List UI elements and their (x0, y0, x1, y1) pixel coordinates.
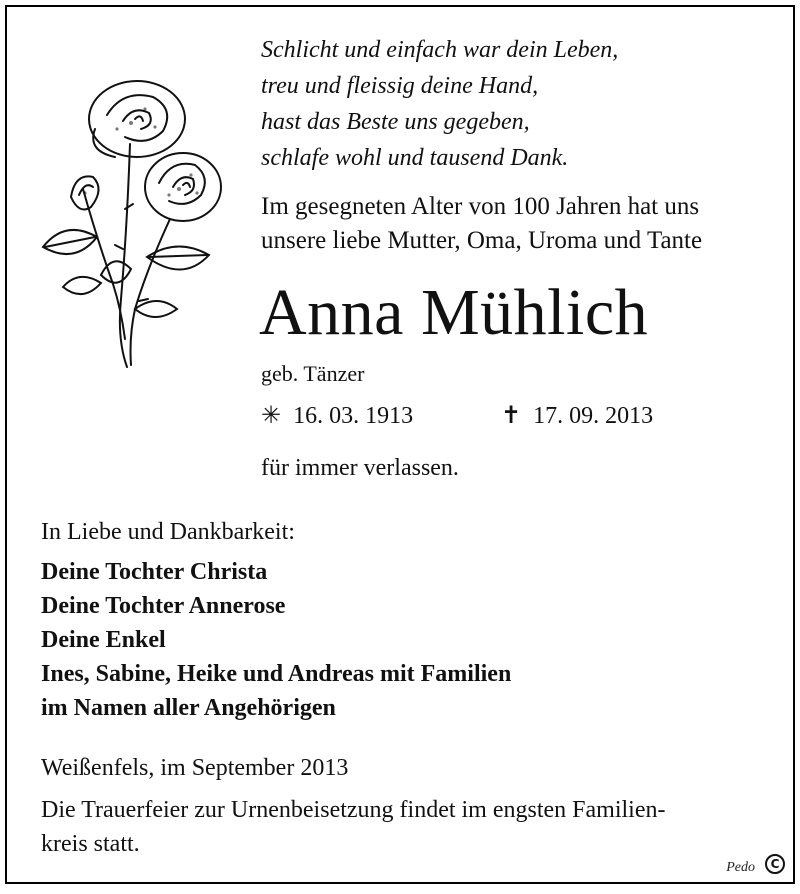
family-line: Deine Enkel (41, 627, 166, 653)
birth-date-line (261, 401, 413, 430)
thanks-line: In Liebe und Dankbarkeit: (41, 519, 295, 545)
left-us-text: für immer verlassen. (261, 455, 459, 481)
funeral-line: Die Trauerfeier zur Urnenbeisetzung findet im engsten Familien- (41, 797, 666, 823)
family-line: Ines, Sabine, Heike und Andreas mit Familien (41, 661, 512, 687)
deceased-name: Anna Mühlich (259, 276, 649, 349)
place-date: Weißenfels, im September 2013 (41, 755, 349, 781)
family-line: im Namen aller Angehörigen (41, 695, 336, 721)
obituary-notice (5, 5, 795, 884)
designer-signature: Pedo (726, 860, 755, 875)
death-date: 17. 09. 2013 (533, 403, 654, 429)
death-cross-icon: ✝ (501, 403, 522, 429)
funeral-line: kreis statt. (41, 831, 140, 857)
poem-line: schlafe wohl und tausend Dank. (261, 145, 569, 171)
death-date-line (501, 401, 653, 430)
poem-line: Schlicht und einfach war dein Leben, (261, 37, 619, 63)
poem-line: hast das Beste uns gegeben, (261, 109, 530, 135)
intro-line: Im gesegneten Alter von 100 Jahren hat uns (261, 193, 700, 220)
rose-illustration-icon (35, 69, 235, 369)
family-line: Deine Tochter Annerose (41, 593, 286, 619)
poem-line: treu und fleissig deine Hand, (261, 73, 539, 99)
intro-line: unsere liebe Mutter, Oma, Uroma und Tante (261, 227, 703, 254)
family-line: Deine Tochter Christa (41, 559, 268, 585)
copyright-icon: C (765, 854, 785, 874)
maiden-name: geb. Tänzer (261, 361, 365, 386)
birth-date: 16. 03. 1913 (293, 403, 414, 429)
birth-star-icon: ✳ (261, 403, 282, 429)
